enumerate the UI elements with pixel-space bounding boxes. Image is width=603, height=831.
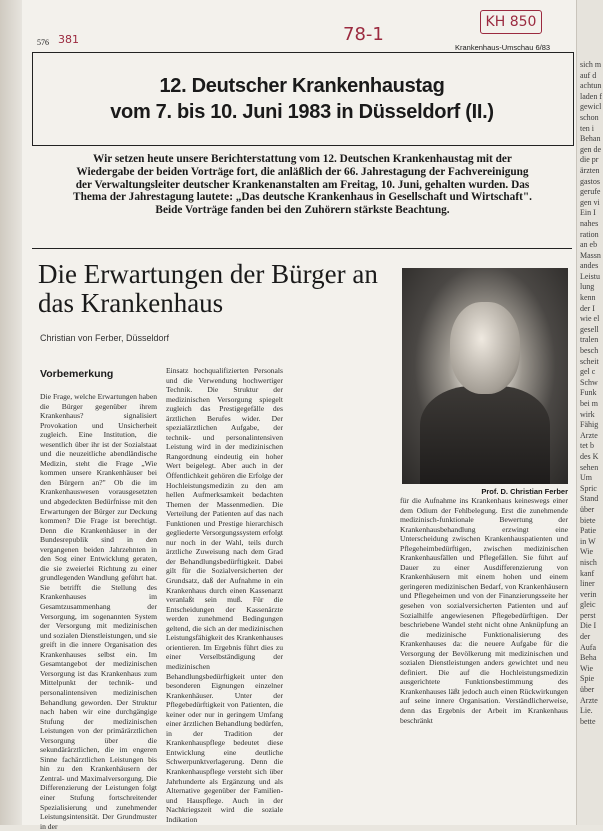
adjacent-page-fragment: sich m <box>580 60 602 69</box>
section-heading: Vorbemerkung <box>40 368 114 380</box>
adjacent-page-fragment: achtun <box>580 81 602 91</box>
adjacent-page-fragment: über <box>580 504 595 514</box>
adjacent-page-fragment: tralen <box>580 335 599 345</box>
adjacent-page-fragment: biete <box>580 515 596 525</box>
adjacent-page-fragment: Behan <box>580 134 601 144</box>
page-number: 576 <box>37 38 49 47</box>
adjacent-page-fragment: bette <box>580 716 596 726</box>
intro-paragraph: Wir setzen heute unsere Berichterstattung vom 12. Deutschen Krankenhaustag mit der Wiedergabe der beiden Vorträge fort, die anläßlich der 66. Jahrestagung der Fachvereinigung der Verwaltungsleiter deutscher Krankenanstalten am Freitag, 10. Juni, gehalten wurden. Das Thema der Jahrestagung lautete: „Das deutsche Krankenhaus in Gesellschaft und Wirtschaft". Beide Vorträge fanden bei den Zuhörern stärkste Beachtung. <box>73 153 532 217</box>
adjacent-page-fragment: kanf <box>580 568 595 578</box>
adjacent-page-fragment: schon <box>580 112 599 122</box>
adjacent-page-fragment: laden f <box>580 91 602 101</box>
portrait-figure-body <box>420 386 550 484</box>
adjacent-page-fragment: Beha <box>580 653 597 663</box>
adjacent-page-fragment: in W <box>580 536 596 546</box>
author-portrait <box>402 268 568 484</box>
adjacent-page-fragment: Um <box>580 473 592 483</box>
adjacent-page-fragment: liner <box>580 579 595 589</box>
adjacent-page-fragment: Fähig <box>580 420 599 430</box>
adjacent-page-fragment: wie el <box>580 314 600 324</box>
adjacent-page-fragment: des K <box>580 451 599 461</box>
text-column-2: Einsatz hochqualifizierten Personals und die Verwendung hochwertiger Technik. Die Struktur der medizinischen Versorgung spiegelt zugleich das Prestigegefälle des ärztlichen Berufes wider. Der spezialärztlichen Aufgabe, der technik- und personalintensiven Leistung wird in der medizinischen Rangordnung eindeutig ein hoher Wert beigelegt. Aber auch in der Öffentlichkeit gehören die Erfolge der Hochleistungsmedizin zu den am hellen Aufmerksamkeit bedachten Themen der Massenmedien. Die Verteilung der Patienten auf das nach Funktionen und Prestige hierarchisch gegliederte Versorgungssystem erfolgt nur noch in der Wahl, teils durch ärztliche Zuweisung nach dem Grad der Behandlungsbedürftigkeit. Dabei gilt für die Sozialversicherten der Grundsatz, daß der Aufnahme in ein Krankenhaus durch einen Kassenarzt veranlaßt sein muß. Für die Entscheidungen der Kassenärzte werden zunehmend Bedingungen geltend, die sich an der medizinischen Leistungsfähigkeit des Krankenhauses orientieren. Im Ergebnis führt dies zu einer Verselbständigung der medizinischen Behandlungsbedürftigkeit unter den besonderen Eignungen einzelner Krankenhäuser. Unter der Pflegebedürftigkeit von Patienten, die keiner oder nur in geringem Umfang einer ärztlichen Behandlung bedürfen, in der Tradition der Krankenhauspflege bedeutet diese Entwicklung eine deutliche Schwerpunktverlagerung. Denn die Krankenhauspflege versteht sich über Jahrhunderte als Ergänzung und als Alternative gegenüber der Familien- und Hauspflege. Auch in der Nachkriegszeit wird die soziale Indikation <box>166 366 283 824</box>
adjacent-page-fragment: nisch <box>580 557 597 567</box>
adjacent-page-fragment: gen de <box>580 144 602 154</box>
adjacent-page-fragment: verin <box>580 589 597 599</box>
adjacent-page-fragment: Spric <box>580 483 597 493</box>
title-line-2: vom 7. bis 10. Juni 1983 in Düsseldorf (II.) <box>110 101 494 123</box>
adjacent-page-fragment: Die I <box>580 621 597 631</box>
handwritten-page-number: 381 <box>58 33 79 46</box>
divider <box>32 248 572 249</box>
text-column-3: für die Aufnahme ins Krankenhaus keineswegs einer dem Odium der Fehlbelegung. Erst die zunehmende medizinisch-funktionale Bewertung der Krankenhausbehandlung erzwingt eine Unterscheidung zwischen Krankenhauspatienten und Pflegeheimbedürftigen, zwischen medizinischen Krankenhausfällen und Pflegefällen. Sie führt auf Dauer zu einer Ausdifferenzierung von Krankenhäusern mit einem hohen und einem geringeren medizinischen Bedarf, von Krankenhäusern und Pflegeheimen und von der Finanzierungsseite her gesehen von sozialversicherten Patienten und auf Sozialhilfe angewiesenen Pflegebedürftigen. Der beschriebene Wandel steht nicht ohne Anknüpfung an die medizinische Funktionalisierung des Krankenhauses da: die neuere Aufgabe für die Versorgung der Bevölkerung mit medizinischen und sozialen Dienstleistungen anders gewichtet und neu definiert. Die auf die Hochleistungsmedizin ausgerichtete Funktionsbestimmung des Krankenhauses läßt jedoch auch einen Rückwirkungen auf seine innere Organisation. Verständlicherweise, denn das Ergebnis der Arbeit im Krankenhaus beschränkt <box>400 496 568 725</box>
adjacent-page-fragment: gerufe <box>580 187 601 197</box>
handwritten-note: 78-1 <box>343 24 384 45</box>
adjacent-page-fragment: über <box>580 685 595 695</box>
adjacent-page-fragment: die pr <box>580 155 599 165</box>
photo-caption: Prof. D. Christian Ferber <box>481 487 568 496</box>
adjacent-page-fragment: an eb <box>580 240 598 250</box>
adjacent-page-fragment: perst <box>580 610 596 620</box>
adjacent-page-fragment: gewicl <box>580 102 602 112</box>
adjacent-page-fragment: gen vi <box>580 197 600 207</box>
adjacent-page-fragment: der I <box>580 303 595 313</box>
adjacent-page-fragment: gesell <box>580 324 599 334</box>
adjacent-page-fragment: sehen <box>580 462 599 472</box>
adjacent-page-fragment: bei m <box>580 399 598 408</box>
adjacent-page-fragment: der <box>580 632 591 642</box>
text-column-1: Die Frage, welche Erwartungen haben die Bürger gegenüber ihrem Krankenhaus? signalisiert Provokation und Unsicherheit zugleich. Eine Institution, die wesentlich über ihr ist der Sozialstaat und die neuzeitliche abendländische Medizin, steht die Frage „Wie kommen unsere Krankenhäuser bei den Bürgern an?" Ob die im Krankenhauswesen vorausgesetzten und abgedeckten Bedürfnisse mit den Erwartungen der Bürger zur Deckung kommen? Die Frage ist berechtigt. Denn die Krankenhäuser in der Bundesrepublik sind in den vergangenen beiden Jahrzehnten in den Sog einer Entwicklung geraten, die sie zweierlei Richtung zu einer grundlegenden Wandlung geführt hat. Sie betrifft die Stellung des Krankenhauses im Gesamtzusammenhang der Versorgung, im sogenannten System der Versorgung mit medizinischen und sozialen Dienstleistungen, und sie greift in die innere Organisation des Krankenhauses selbst ein. Im Gesamtangebot der medizinischen Versorgung ist das Krankenhaus zum Mittelpunkt der technik- und personalintensiven medizinischen Behandlung geworden. Der Struktur nach haben wir eine durchgängige Stufung der medizinischen Leistungen von der primärärztlichen Versorgung über die sekundärärztlichen, die im engeren Sinne fachärztlichen Leistungen bis hin zu den Krankenhäusern der Zentral- und Maximalversorgung. Die Differenzierung der Leistungen folgt einer Stufung fortschreitender Spezialisierung und zunehmender Leistungsintensität. Der Grundmuster in der <box>40 392 157 831</box>
adjacent-page-fragment: gleic <box>580 600 596 610</box>
page-binding <box>0 0 22 825</box>
portrait-figure-head <box>450 302 520 394</box>
adjacent-page-fragment: lung <box>580 282 595 292</box>
adjacent-page-fragment: Massn <box>580 250 601 260</box>
archive-stamp: KH 850 <box>480 10 542 34</box>
running-head: Krankenhaus-Umschau 6/83 <box>455 43 551 52</box>
adjacent-page-fragment: wirk <box>580 409 595 419</box>
adjacent-page-fragment: nahes <box>580 218 599 228</box>
adjacent-page-fragment: Wie <box>580 663 594 673</box>
article-headline: Die Erwartungen der Bürger an das Krankenhaus <box>38 259 378 318</box>
adjacent-page-fragment: Ein I <box>580 208 596 218</box>
adjacent-page-fragment: ten i <box>580 123 594 133</box>
adjacent-page-fragment: ärzten <box>580 165 600 175</box>
adjacent-page-fragment: ration <box>580 229 599 239</box>
adjacent-page-fragment: auf d <box>580 70 597 80</box>
adjacent-page-fragment: Arzte <box>580 695 598 705</box>
adjacent-page-fragment: Spie <box>580 674 595 684</box>
adjacent-page-fragment: scheit <box>580 356 599 366</box>
adjacent-page-edge <box>576 0 603 825</box>
adjacent-page-fragment: Wie <box>580 547 594 557</box>
adjacent-page-fragment: tet b <box>580 441 594 451</box>
title-line-1: 12. Deutscher Krankenhaustag <box>159 75 445 97</box>
adjacent-page-fragment: Patie <box>580 526 596 536</box>
title-box <box>32 52 574 146</box>
adjacent-page-fragment: Arzte <box>580 430 598 440</box>
adjacent-page-fragment: Funk <box>580 388 597 398</box>
article-author: Christian von Ferber, Düsseldorf <box>40 333 170 343</box>
adjacent-page-fragment: gel c <box>580 367 596 377</box>
adjacent-page-fragment: besch <box>580 346 599 356</box>
adjacent-page-fragment: Leistu <box>580 271 600 281</box>
adjacent-page-fragment: gastos <box>580 176 600 186</box>
adjacent-page-fragment: andes <box>580 261 599 271</box>
adjacent-page-fragment: Aufa <box>580 642 596 652</box>
adjacent-page-fragment: Stand <box>580 494 599 504</box>
adjacent-page-fragment: kenn <box>580 293 596 303</box>
adjacent-page-fragment: Lie. <box>580 706 593 716</box>
adjacent-page-fragment: Schw <box>580 377 598 387</box>
